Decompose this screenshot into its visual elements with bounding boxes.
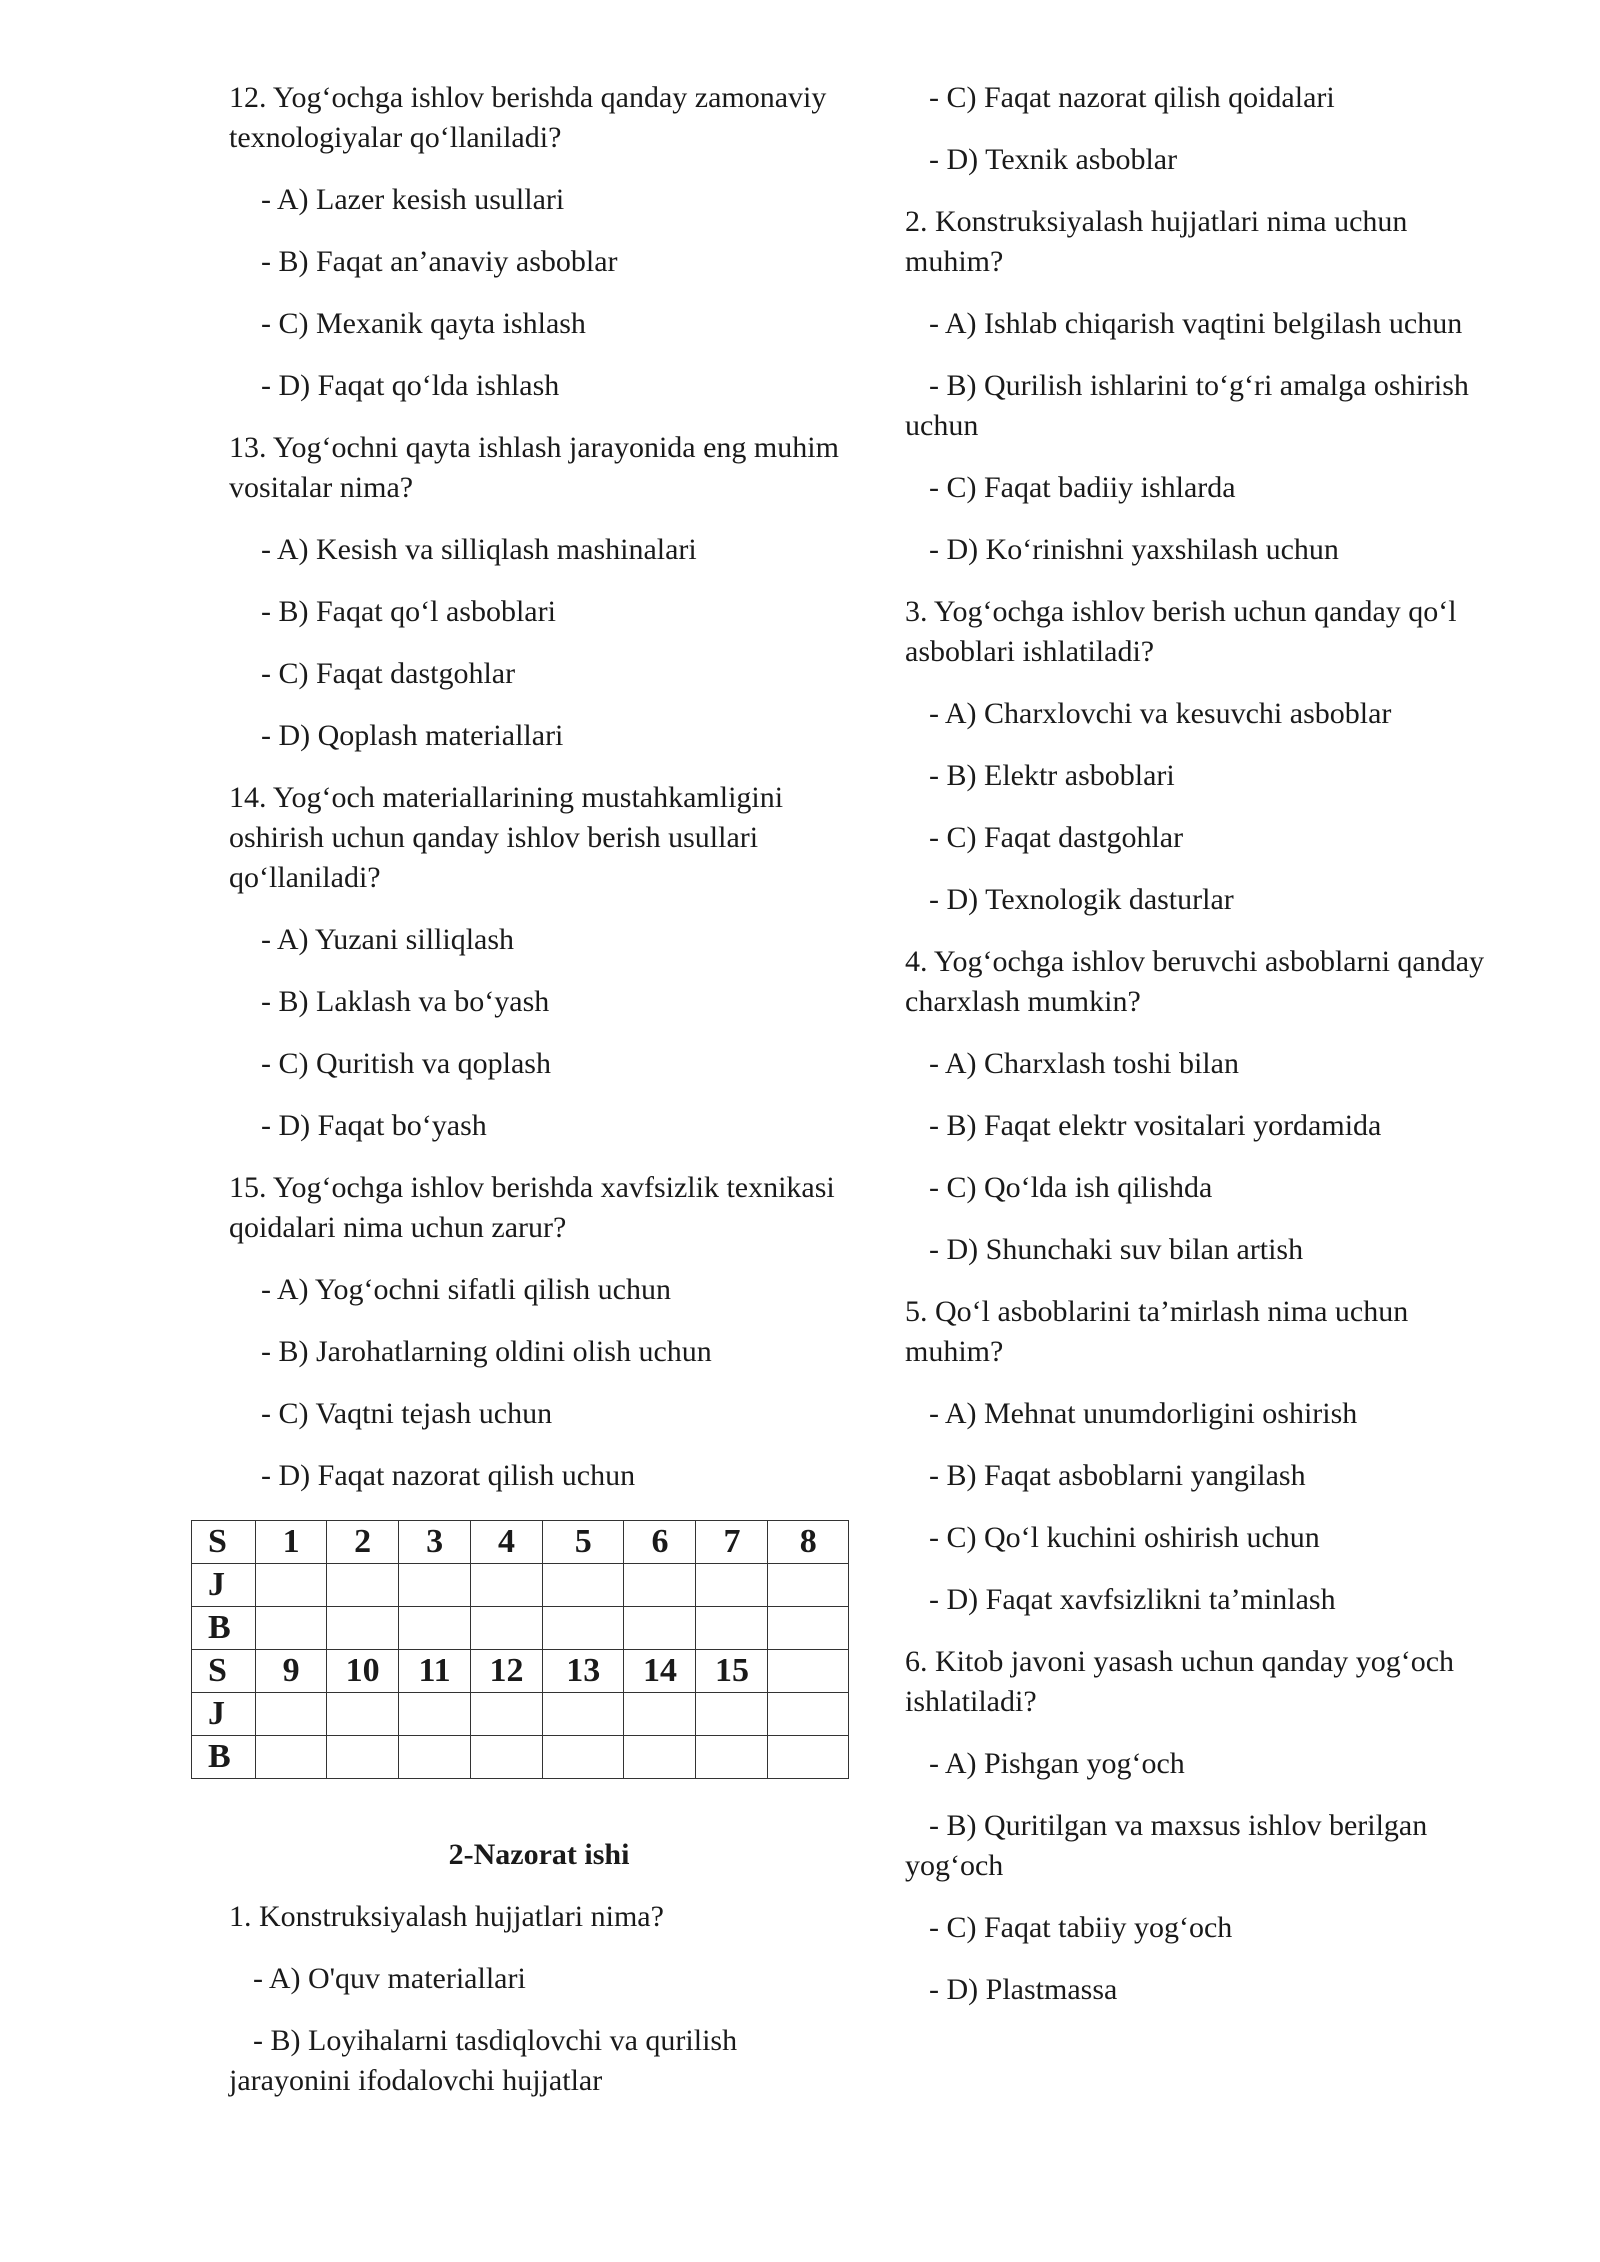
answer-cell[interactable] [327, 1564, 399, 1607]
question-3 [905, 592, 1485, 920]
answer-cell[interactable] [768, 1564, 849, 1607]
option-d: - D) Faqat qo‘lda ishlash [261, 369, 560, 402]
answer-cell[interactable] [327, 1607, 399, 1650]
option-d: - D) Plastmassa [929, 1973, 1118, 2006]
row-label: S [192, 1650, 256, 1693]
option-c: - C) Faqat tabiiy yog‘och [929, 1911, 1233, 1944]
option-c: - C) Quritish va qoplash [261, 1047, 551, 1080]
row-label: J [192, 1693, 256, 1736]
answer-cell[interactable] [543, 1564, 624, 1607]
question-number: 11 [399, 1650, 471, 1693]
question-12 [229, 78, 849, 406]
option-d: - D) Qoplash materiallari [261, 719, 564, 752]
answer-cell[interactable] [399, 1693, 471, 1736]
option-c: - C) Faqat badiiy ishlarda [929, 471, 1236, 504]
option-a: - A) Yuzani silliqlash [261, 923, 515, 956]
answer-cell[interactable] [471, 1693, 543, 1736]
answer-cell[interactable] [543, 1693, 624, 1736]
option-c: - C) Mexanik qayta ishlash [261, 307, 586, 340]
answer-cell[interactable] [768, 1736, 849, 1779]
answer-table-row [192, 1693, 849, 1736]
question-number: 13 [543, 1650, 624, 1693]
answer-cell[interactable] [624, 1693, 696, 1736]
answer-cell[interactable] [696, 1693, 768, 1736]
answer-cell[interactable] [696, 1736, 768, 1779]
row-label: B [192, 1607, 256, 1650]
question-text: 4. Yog‘ochga ishlov beruvchi asboblarni qanday charxlash mumkin? [905, 945, 1485, 1018]
row-label: B [192, 1736, 256, 1779]
option-d: - D) Texnologik dasturlar [929, 883, 1234, 916]
question-6 [905, 1642, 1485, 2010]
row-label: S [192, 1521, 256, 1564]
question-text: 6. Kitob javoni yasash uchun qanday yog‘och ishlatiladi? [905, 1645, 1455, 1718]
answer-cell[interactable] [256, 1564, 327, 1607]
answer-cell[interactable] [399, 1736, 471, 1779]
option-b: - B) Jarohatlarning oldini olish uchun [261, 1335, 712, 1368]
option-b: - B) Quritilgan va maxsus ishlov berilgan yog‘och [905, 1809, 1428, 1882]
answer-cell[interactable] [327, 1736, 399, 1779]
option-d: - D) Texnik asboblar [929, 143, 1178, 176]
answer-table-row [192, 1521, 849, 1564]
question-text: 5. Qo‘l asboblarini ta’mirlash nima uchun muhim? [905, 1295, 1409, 1368]
question-number: 2 [327, 1521, 399, 1564]
option-b: - B) Loyihalarni tasdiqlovchi va qurilish jarayonini ifodalovchi hujjatlar [229, 2024, 738, 2097]
option-c: - C) Vaqtni tejash uchun [261, 1397, 553, 1430]
question-text: 3. Yog‘ochga ishlov berish uchun qanday qo‘l asboblari ishlatiladi? [905, 595, 1457, 668]
answer-table-row [192, 1607, 849, 1650]
question-number [768, 1650, 849, 1693]
question-text: 2. Konstruksiyalash hujjatlari nima uchun muhim? [905, 205, 1408, 278]
question-2 [905, 202, 1485, 570]
option-c: - C) Faqat dastgohlar [261, 657, 516, 690]
question-number: 10 [327, 1650, 399, 1693]
question-text: 14. Yog‘och materiallarining mustahkamligini oshirish uchun qanday ishlov berish usullari qo‘llaniladi? [229, 781, 784, 894]
answer-cell[interactable] [543, 1736, 624, 1779]
right-column [905, 78, 1485, 2032]
option-b: - B) Qurilish ishlarini to‘g‘ri amalga oshirish uchun [905, 369, 1469, 442]
answer-cell[interactable] [471, 1564, 543, 1607]
option-a: - A) Yog‘ochni sifatli qilish uchun [261, 1273, 671, 1306]
option-d: - D) Faqat xavfsizlikni ta’minlash [929, 1583, 1336, 1616]
answer-cell[interactable] [327, 1693, 399, 1736]
question-number: 7 [696, 1521, 768, 1564]
section-title: 2-Nazorat ishi [448, 1838, 630, 1871]
answer-cell[interactable] [696, 1564, 768, 1607]
option-b: - B) Faqat asboblarni yangilash [929, 1459, 1306, 1492]
option-b: - B) Faqat qo‘l asboblari [261, 595, 556, 628]
question-15 [229, 1168, 849, 1496]
question-number: 4 [471, 1521, 543, 1564]
option-b: - B) Faqat an’anaviy asboblar [261, 245, 618, 278]
answer-table-row [192, 1736, 849, 1779]
left-column [208, 78, 849, 2123]
option-b: - B) Elektr asboblari [929, 759, 1175, 792]
question-4 [905, 942, 1485, 1270]
question-text: 15. Yog‘ochga ishlov berishda xavfsizlik texnikasi qoidalari nima uchun zarur? [229, 1171, 835, 1244]
answer-cell[interactable] [256, 1607, 327, 1650]
option-d: - D) Faqat bo‘yash [261, 1109, 487, 1142]
option-a: - A) Ishlab chiqarish vaqtini belgilash uchun [929, 307, 1463, 340]
row-label: J [192, 1564, 256, 1607]
answer-table [191, 1520, 849, 1779]
option-c: - C) Qo‘lda ish qilishda [929, 1171, 1213, 1204]
answer-cell[interactable] [768, 1693, 849, 1736]
answer-cell[interactable] [624, 1736, 696, 1779]
question-1 [229, 1897, 849, 2101]
option-a: - A) Pishgan yog‘och [929, 1747, 1185, 1780]
question-14 [229, 778, 849, 1146]
question-text: 13. Yog‘ochni qayta ishlash jarayonida eng muhim vositalar nima? [229, 431, 839, 504]
option-d: - D) Ko‘rinishni yaxshilash uchun [929, 533, 1339, 566]
answer-cell[interactable] [471, 1736, 543, 1779]
question-number: 15 [696, 1650, 768, 1693]
question-text: 12. Yog‘ochga ishlov berishda qanday zamonaviy texnologiyalar qo‘llaniladi? [229, 81, 827, 154]
answer-cell[interactable] [256, 1693, 327, 1736]
answer-cell[interactable] [696, 1607, 768, 1650]
answer-cell[interactable] [399, 1607, 471, 1650]
answer-cell[interactable] [256, 1736, 327, 1779]
answer-cell[interactable] [624, 1564, 696, 1607]
question-number: 8 [768, 1521, 849, 1564]
answer-cell[interactable] [399, 1564, 471, 1607]
answer-cell[interactable] [768, 1607, 849, 1650]
option-c: - C) Qo‘l kuchini oshirish uchun [929, 1521, 1320, 1554]
question-number: 6 [624, 1521, 696, 1564]
question-number: 3 [399, 1521, 471, 1564]
option-a: - A) Kesish va silliqlash mashinalari [261, 533, 697, 566]
option-a: - A) Mehnat unumdorligini oshirish [929, 1397, 1358, 1430]
question-number: 5 [543, 1521, 624, 1564]
option-d: - D) Shunchaki suv bilan artish [929, 1233, 1304, 1266]
question-13 [229, 428, 849, 756]
question-number: 14 [624, 1650, 696, 1693]
option-b: - B) Laklash va bo‘yash [261, 985, 550, 1018]
question-5 [905, 1292, 1485, 1620]
option-a: - A) Charxlash toshi bilan [929, 1047, 1239, 1080]
question-number: 1 [256, 1521, 327, 1564]
option-b: - B) Faqat elektr vositalari yordamida [929, 1109, 1382, 1142]
option-a: - A) O'quv materiallari [253, 1962, 526, 1995]
option-a: - A) Lazer kesish usullari [261, 183, 565, 216]
question-text: 1. Konstruksiyalash hujjatlari nima? [229, 1900, 664, 1933]
answer-cell[interactable] [543, 1607, 624, 1650]
answer-cell[interactable] [624, 1607, 696, 1650]
answer-table-row [192, 1650, 849, 1693]
option-c: - C) Faqat nazorat qilish qoidalari [929, 81, 1335, 114]
answer-cell[interactable] [471, 1607, 543, 1650]
question-number: 12 [471, 1650, 543, 1693]
question-number: 9 [256, 1650, 327, 1693]
answer-table-row [192, 1564, 849, 1607]
option-c: - C) Faqat dastgohlar [929, 821, 1184, 854]
option-a: - A) Charxlovchi va kesuvchi asboblar [929, 697, 1392, 730]
option-d: - D) Faqat nazorat qilish uchun [261, 1459, 636, 1492]
